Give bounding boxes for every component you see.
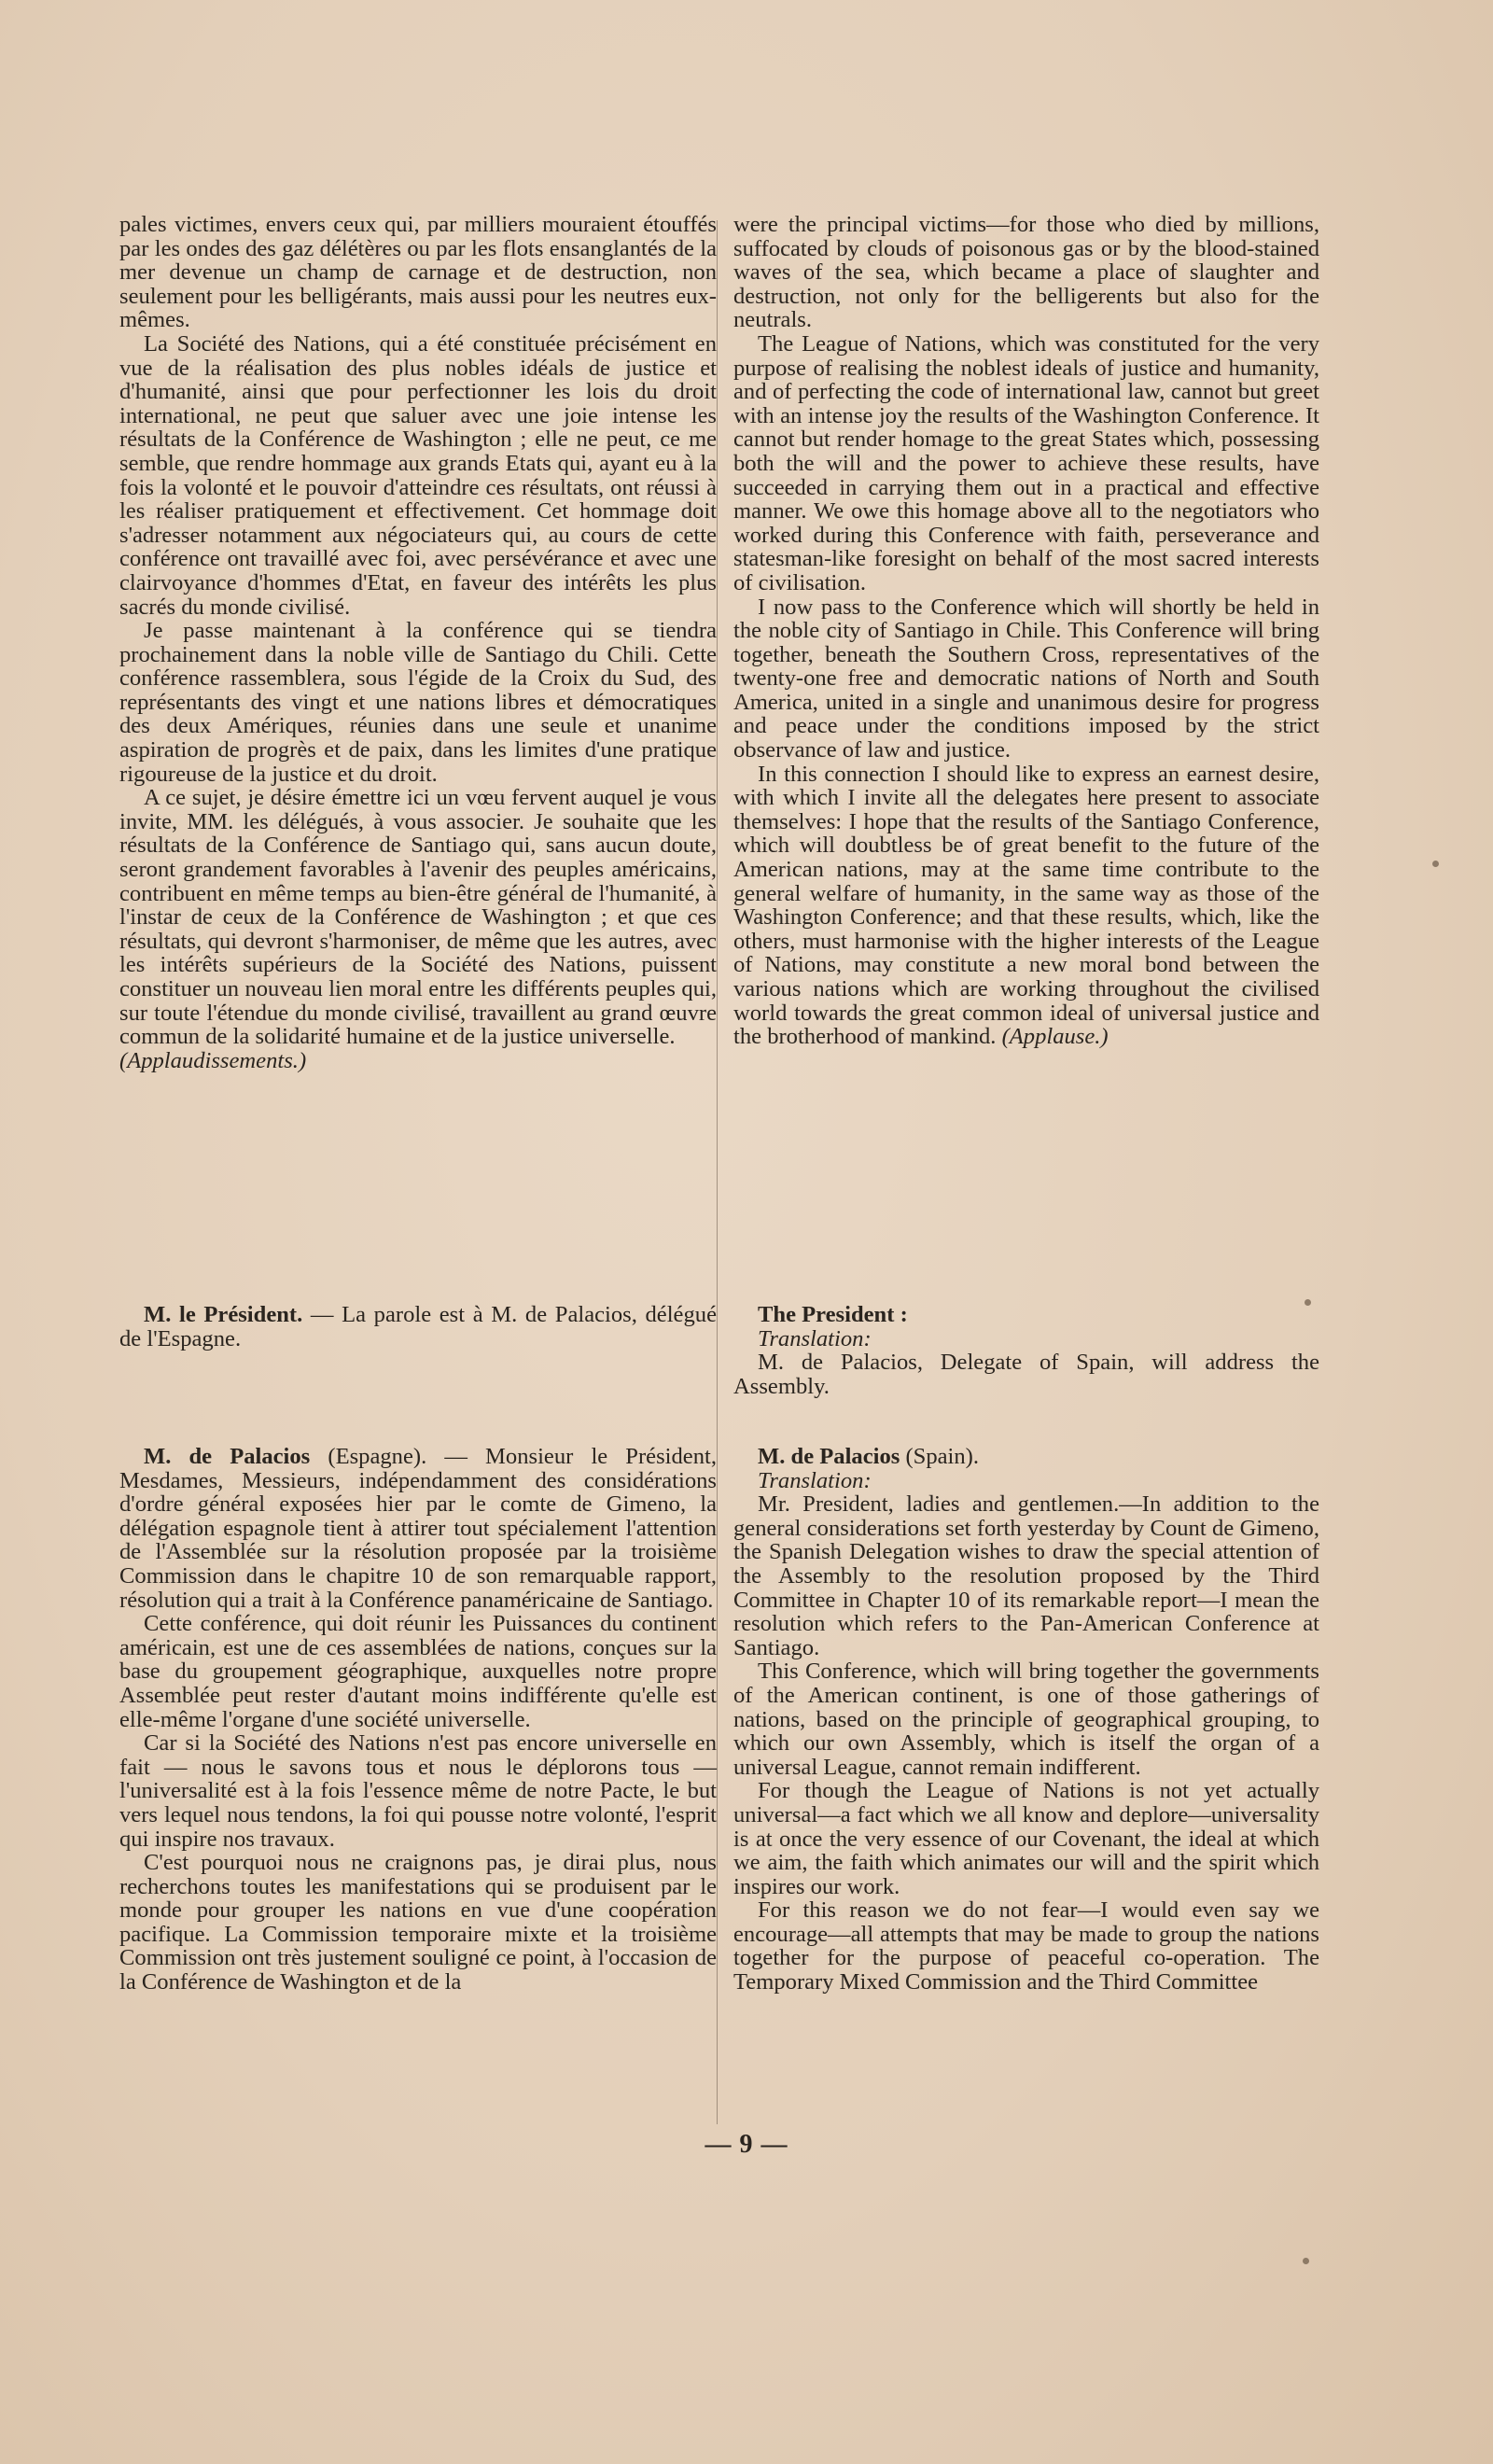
paragraph: C'est pourquoi nous ne craignons pas, je dirai plus, nous recherchons toutes les manifestations qui se produisent par le monde pour grouper les nations en vue d'une coopération pacifique. La Commission temporaire mixte et la troisième Commission ont très justement souligné ce point, à l'occasion de la Conférence de Washington et de la	[119, 1850, 717, 1995]
column-divider	[717, 220, 718, 2124]
paragraph: For this reason we do not fear—I would even say we encourage—all attempts that may be made to group the nations together for the purpose of peaceful co-operation. The Temporary Mixed Commission and the Third Committee	[733, 1897, 1319, 1995]
english-palacios-block	[733, 1445, 1319, 1995]
french-speech-continuation	[119, 213, 717, 1072]
speech-text: Mr. President, ladies and gentlemen.—In addition to the general considerations set forth yesterday by Count de Gimeno, the Spanish Delegation wishes to draw the special attention of the Assembly to the resolution proposed by the Third Committee in Chapter 10 of its remarkable report—I mean the resolution which refers to the Pan-American Conference at Santiago.	[733, 1491, 1319, 1660]
paragraph: For though the League of Nations is not yet actually universal—a fact which we all know and deplore—universality is at once the very essence of our Covenant, the ideal at which we aim, the faith which animates our will and the spirit which inspires our work.	[733, 1778, 1319, 1899]
paragraph: pales victimes, envers ceux qui, par milliers mouraient étouffés par les ondes des gaz délétères ou par les flots ensanglantés de la mer devenue un champ de carnage et de destruction, non seulement pour les belligérants, mais aussi pour les neutres eux-mêmes.	[119, 212, 717, 333]
paper-speck	[1303, 2258, 1309, 2264]
paragraph: Cette conférence, qui doit réunir les Puissances du continent américain, est une de ces assemblées de nations, conçues sur la base du groupement géographique, auxquelles notre propre Assemblée peut rester d'autant moins indifférente qu'elle est elle-même l'organe d'une société universelle.	[119, 1611, 717, 1732]
speaker-country: (Spain).	[900, 1444, 980, 1469]
speaker-name: The President :	[758, 1302, 908, 1327]
french-column	[119, 213, 717, 2117]
speech-text: M. de Palacios, Delegate of Spain, will address the Assembly.	[733, 1350, 1319, 1399]
applause-note: (Applause.)	[1001, 1024, 1109, 1050]
speaker-name: M. de Palacios	[144, 1444, 311, 1469]
english-speech-continuation	[733, 213, 1319, 1049]
english-president-block	[733, 1303, 1319, 1398]
paragraph: A ce sujet, je désire émettre ici un vœu fervent auquel je vous invite, MM. les délégués, à vous associer. Je souhaite que les résultats de la Conférence de Santiago qui, sans aucun doute, seront grandement favorables à l'avenir des peuples américains, contribuent en même temps au bien-être général de l'humanité, à l'instar de ceux de la Conférence de Washington ; et que ces résultats, qui devront s'harmoniser, de même que les autres, avec les intérêts supérieurs de la Société des Nations, puissent constituer un nouveau lien moral entre les différents peuples qui, sur toute l'étendue du monde civilisé, travaillent au grand œuvre commun de la solidarité humaine et de la justice universelle.	[119, 785, 717, 1050]
speech-text: — La parole est à M. de Palacios, délégué de l'Espagne.	[119, 1302, 717, 1351]
paragraph: In this connection I should like to express an earnest desire, with which I invite all the delegates here present to associate themselves: I hope that the results of the Santiago Conference, which will doubtless be of great benefit to the future of the American nations, may at the same time contribute to the general welfare of humanity, in the same way as those of the Washington Conference; and that these results, which, like the others, must harmonise with the higher interests of the League of Nations, may constitute a new moral bond between the various nations which are working throughout the civilised world towards the great common ideal of universal justice and the brotherhood of mankind.	[733, 761, 1319, 1050]
paper-speck	[1432, 861, 1439, 867]
paragraph: This Conference, which will bring together the governments of the American continent, is one of those gatherings of nations, based on the principle of geographical grouping, to which our own Assembly, which is itself the organ of a universal League, cannot remain indifferent.	[733, 1659, 1319, 1780]
speaker-name: M. de Palacios	[758, 1444, 900, 1469]
paper-speck	[1305, 1299, 1311, 1306]
paragraph: The League of Nations, which was constituted for the very purpose of realising the noblest ideals of justice and humanity, and of perfecting the code of international law, cannot but greet with an intense joy the results of the Washington Conference. It cannot but render homage to the great States which, possessing both the will and the power to achieve these results, have succeeded in carrying them out in a practical and effective manner. We owe this homage above all to the negotiators who worked during this Conference with faith, perseverance and statesman-like foresight on behalf of the most sacred interests of civilisation.	[733, 330, 1319, 595]
paragraph: were the principal victims—for those who died by millions, suffocated by clouds of poisonous gas or by the blood-stained waves of the sea, which became a place of slaughter and destruction, not only for the belligerents but also for the neutrals.	[733, 212, 1319, 333]
speech-text: (Espagne). — Monsieur le Président, Mesdames, Messieurs, indépendamment des considérations d'ordre général exposées hier par le comte de Gimeno, la délégation espagnole tient à attirer tout spécialement l'attention de l'Assemblée sur la résolution proposée par la troisième Commission dans le chapitre 10 de son remarquable rapport, résolution qui a trait à la Conférence panaméricaine de Santiago.	[119, 1444, 717, 1613]
paragraph: Car si la Société des Nations n'est pas encore universelle en fait — nous le savons tous et nous le déplorons tous — l'universalité est à la fois l'essence même de notre Pacte, le but vers lequel nous tendons, la foi qui pousse notre volonté, l'esprit qui inspire nos travaux.	[119, 1730, 717, 1852]
french-president-block	[119, 1303, 717, 1351]
paragraph: Je passe maintenant à la conférence qui se tiendra prochainement dans la noble ville de Santiago du Chili. Cette conférence rassemblera, sous l'égide de la Croix du Sud, des représentants des vingt et une nations libres et démocratiques des deux Amériques, réunies dans une seule et unanime aspiration de progrès et de paix, dans les limites d'une pratique rigoureuse de la justice et du droit.	[119, 618, 717, 787]
english-column	[733, 213, 1319, 2117]
applause-note: (Applaudissements.)	[119, 1047, 307, 1073]
translation-label: Translation:	[758, 1325, 872, 1351]
speaker-name: M. le Président.	[144, 1302, 303, 1327]
translation-label: Translation:	[758, 1467, 872, 1493]
french-palacios-block	[119, 1445, 717, 1995]
paragraph: La Société des Nations, qui a été constituée précisément en vue de la réalisation des plus nobles idéals de justice et d'humanité, ainsi que pour perfectionner les lois du droit international, ne peut que saluer avec une joie intense les résultats de la Conférence de Washington ; elle ne peut, ce me semble, que rendre hommage aux grands Etats qui, ayant eu à la fois la volonté et le pouvoir d'atteindre ces résultats, ont réussi à les réaliser pratiquement et effectivement. Cet hommage doit s'adresser notamment aux négociateurs qui, au cours de cette conférence ont travaillé avec foi, avec persévérance et avec une clairvoyance d'hommes d'Etat, en faveur des intérêts les plus sacrés du monde civilisé.	[119, 330, 717, 620]
page-number: — 9 —	[705, 2130, 788, 2159]
paragraph: I now pass to the Conference which will shortly be held in the noble city of Santiago in Chile. This Conference will bring together, beneath the Southern Cross, representatives of the twenty-one free and democratic nations of North and South America, united in a single and unanimous desire for progress and peace under the conditions imposed by the strict observance of law and justice.	[733, 594, 1319, 763]
